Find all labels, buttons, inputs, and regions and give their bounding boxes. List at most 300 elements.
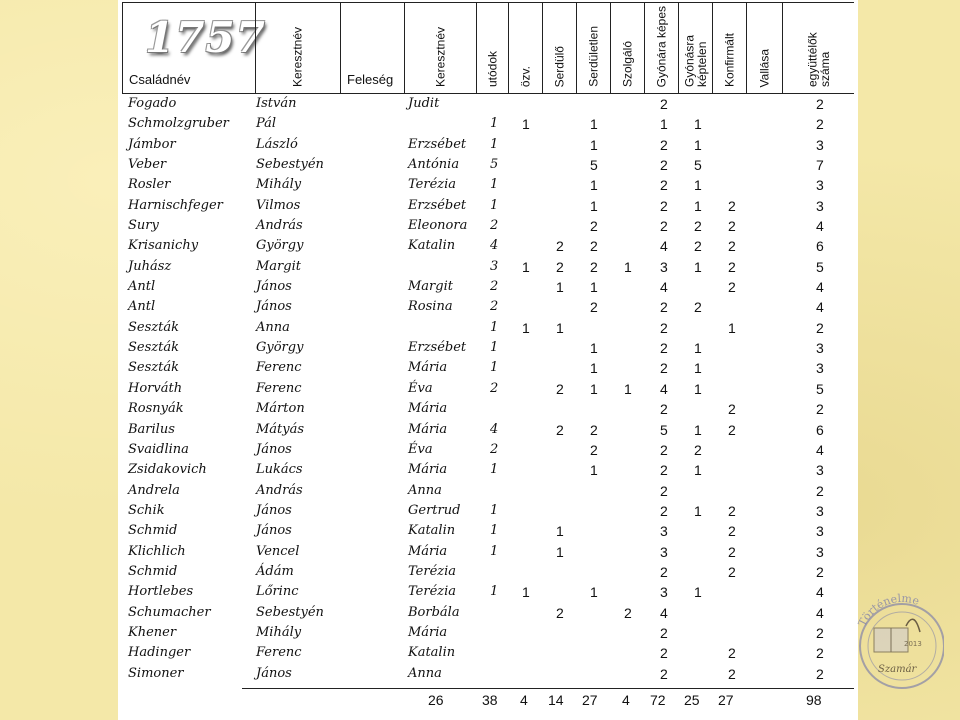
- cell-keresztnev1: Anna: [256, 319, 290, 335]
- cell-feleseg-keresztnev: Borbála: [408, 604, 460, 620]
- cell-egyutt-elok: 2: [816, 645, 824, 662]
- cell-gyonara-kepes: 2: [660, 563, 668, 580]
- cell-serdulo: 1: [556, 523, 564, 540]
- stamp-top-text: Történelme: [855, 591, 921, 629]
- total-serdulo: 14: [548, 692, 564, 708]
- cell-utodok: 1: [490, 462, 499, 478]
- cell-csaladnev: Seszták: [128, 319, 179, 335]
- table-row: [118, 603, 858, 623]
- table-row: [118, 420, 858, 440]
- cell-keresztnev1: Lukács: [256, 462, 303, 478]
- header-csaladnev: Családnév: [129, 72, 191, 87]
- cell-feleseg-keresztnev: Anna: [408, 482, 442, 498]
- cell-egyutt-elok: 2: [816, 563, 824, 580]
- cell-gyonara-kepes: 4: [660, 238, 668, 255]
- header-vallasa-cell: [747, 3, 783, 93]
- total-szolgalo: 4: [622, 692, 630, 708]
- cell-gyonasra-keptelen: 1: [694, 258, 702, 275]
- total-egyutt-elok: 98: [806, 692, 822, 708]
- cell-keresztnev1: László: [256, 136, 298, 152]
- cell-feleseg-keresztnev: Mária: [408, 462, 448, 478]
- cell-keresztnev1: Ádám: [256, 563, 294, 579]
- cell-feleseg-keresztnev: Gertrud: [408, 502, 461, 518]
- cell-feleseg-keresztnev: Terézia: [408, 584, 457, 600]
- cell-egyutt-elok: 3: [816, 523, 824, 540]
- cell-utodok: 2: [490, 299, 499, 315]
- cell-gyonasra-keptelen: 1: [694, 360, 702, 377]
- cell-utodok: 2: [490, 279, 499, 295]
- cell-serdulo: 1: [556, 543, 564, 560]
- table-row: [118, 521, 858, 541]
- total-konfirmalt: 27: [718, 692, 734, 708]
- header-feleseg: Feleség: [347, 72, 394, 87]
- table-row: [118, 542, 858, 562]
- cell-gyonara-kepes: 2: [660, 157, 668, 174]
- total-utodok: 38: [482, 692, 498, 708]
- cell-csaladnev: Svaidlina: [128, 441, 189, 457]
- cell-gyonara-kepes: 2: [660, 340, 668, 357]
- cell-gyonasra-keptelen: 2: [694, 218, 702, 235]
- header-gyonara-kepes-cell: [645, 3, 679, 93]
- cell-egyutt-elok: 4: [816, 299, 824, 316]
- cell-csaladnev: Hadinger: [128, 645, 191, 661]
- cell-feleseg-keresztnev: Mária: [408, 360, 448, 376]
- cell-keresztnev1: Pál: [256, 116, 277, 132]
- cell-konfirmalt: 2: [728, 279, 736, 296]
- cell-egyutt-elok: 2: [816, 319, 824, 336]
- cell-serduletlen: 1: [590, 584, 598, 601]
- cell-feleseg-keresztnev: Katalin: [408, 523, 456, 539]
- cell-csaladnev: Antl: [128, 299, 156, 315]
- cell-utodok: 1: [490, 340, 499, 356]
- cell-gyonasra-keptelen: 1: [694, 116, 702, 133]
- cell-szolgalo: 1: [624, 380, 632, 397]
- header-serdulo-cell: [543, 3, 577, 93]
- cell-gyonasra-keptelen: 2: [694, 441, 702, 458]
- cell-egyutt-elok: 2: [816, 401, 824, 418]
- stamp-year: 2013: [904, 640, 922, 648]
- cell-egyutt-elok: 4: [816, 584, 824, 601]
- cell-keresztnev1: György: [256, 340, 304, 356]
- header-gyonasra-keptelen: Gyónásra képtelen: [681, 34, 709, 87]
- cell-csaladnev: Schmid: [128, 563, 178, 579]
- cell-egyutt-elok: 3: [816, 543, 824, 560]
- cell-konfirmalt: 2: [728, 563, 736, 580]
- cell-utodok: 1: [490, 197, 499, 213]
- cell-csaladnev: Klichlich: [128, 543, 186, 559]
- cell-serduletlen: 2: [590, 238, 598, 255]
- cell-konfirmalt: 2: [728, 238, 736, 255]
- cell-keresztnev1: János: [256, 665, 292, 681]
- cell-gyonasra-keptelen: 5: [694, 157, 702, 174]
- cell-gyonara-kepes: 2: [660, 482, 668, 499]
- cell-feleseg-keresztnev: Antónia: [408, 157, 460, 173]
- total-keresztnev2: 26: [428, 692, 444, 708]
- cell-gyonara-kepes: 4: [660, 279, 668, 296]
- cell-serduletlen: 2: [590, 299, 598, 316]
- cell-gyonara-kepes: 2: [660, 96, 668, 112]
- cell-utodok: 1: [490, 319, 499, 335]
- cell-egyutt-elok: 3: [816, 177, 824, 194]
- table-row: [118, 94, 858, 114]
- cell-egyutt-elok: 4: [816, 218, 824, 235]
- cell-gyonara-kepes: 2: [660, 177, 668, 194]
- cell-gyonasra-keptelen: 2: [694, 299, 702, 316]
- table-row: [118, 399, 858, 419]
- cell-serduletlen: 1: [590, 136, 598, 153]
- cell-egyutt-elok: 6: [816, 238, 824, 255]
- totals-row: [242, 688, 854, 713]
- cell-keresztnev1: Mihály: [256, 177, 302, 193]
- table-row: [118, 623, 858, 643]
- cell-feleseg-keresztnev: Mária: [408, 624, 448, 640]
- table-row: [118, 318, 858, 338]
- cell-keresztnev1: Vilmos: [256, 197, 301, 213]
- cell-keresztnev1: István: [256, 96, 297, 111]
- cell-utodok: 2: [490, 441, 499, 457]
- cell-utodok: 1: [490, 543, 499, 559]
- cell-keresztnev1: Vencel: [256, 543, 300, 559]
- cell-gyonara-kepes: 1: [660, 116, 668, 133]
- cell-serduletlen: 1: [590, 197, 598, 214]
- table-row: [118, 379, 858, 399]
- cell-egyutt-elok: 6: [816, 421, 824, 438]
- cell-serduletlen: 2: [590, 441, 598, 458]
- cell-gyonara-kepes: 3: [660, 258, 668, 275]
- cell-gyonasra-keptelen: 1: [694, 462, 702, 479]
- cell-egyutt-elok: 3: [816, 136, 824, 153]
- cell-egyutt-elok: 4: [816, 279, 824, 296]
- cell-keresztnev1: János: [256, 502, 292, 518]
- cell-konfirmalt: 2: [728, 665, 736, 682]
- cell-utodok: 1: [490, 116, 499, 132]
- cell-gyonara-kepes: 4: [660, 380, 668, 397]
- cell-konfirmalt: 2: [728, 197, 736, 214]
- cell-utodok: 3: [490, 258, 499, 274]
- header-keresztnev1-cell: [255, 3, 341, 93]
- cell-csaladnev: Fogado: [128, 96, 177, 111]
- cell-utodok: 1: [490, 584, 499, 600]
- cell-gyonara-kepes: 3: [660, 523, 668, 540]
- cell-egyutt-elok: 2: [816, 96, 824, 112]
- cell-serduletlen: 5: [590, 157, 598, 174]
- cell-csaladnev: Andrela: [128, 482, 180, 498]
- cell-gyonara-kepes: 2: [660, 665, 668, 682]
- cell-gyonara-kepes: 2: [660, 136, 668, 153]
- cell-egyutt-elok: 4: [816, 604, 824, 621]
- cell-gyonara-kepes: 2: [660, 299, 668, 316]
- cell-egyutt-elok: 2: [816, 665, 824, 682]
- header-utodok: utódok: [485, 50, 500, 87]
- cell-egyutt-elok: 2: [816, 624, 824, 641]
- table-row: [118, 643, 858, 663]
- header-keresztnev2-cell: [405, 3, 477, 93]
- cell-serduletlen: 1: [590, 380, 598, 397]
- table-row: [118, 155, 858, 175]
- table-row: [118, 277, 858, 297]
- society-stamp: [848, 580, 944, 704]
- cell-csaladnev: Sury: [128, 218, 159, 234]
- header-egyutt-elok-cell: [783, 3, 855, 93]
- header-feleseg-cell: [341, 3, 405, 93]
- table-row: [118, 501, 858, 521]
- cell-serdulo: 2: [556, 380, 564, 397]
- year-title: 1757: [145, 13, 266, 62]
- cell-serduletlen: 2: [590, 258, 598, 275]
- cell-gyonara-kepes: 4: [660, 604, 668, 621]
- cell-konfirmalt: 2: [728, 421, 736, 438]
- cell-feleseg-keresztnev: Terézia: [408, 177, 457, 193]
- header-gyonasra-keptelen-cell: [679, 3, 713, 93]
- cell-gyonara-kepes: 2: [660, 197, 668, 214]
- cell-utodok: 1: [490, 136, 499, 152]
- header-szolgalo-cell: [611, 3, 645, 93]
- cell-konfirmalt: 2: [728, 218, 736, 235]
- cell-gyonasra-keptelen: 1: [694, 177, 702, 194]
- cell-csaladnev: Schumacher: [128, 604, 211, 620]
- cell-feleseg-keresztnev: Mária: [408, 401, 448, 417]
- cell-keresztnev1: János: [256, 523, 292, 539]
- cell-csaladnev: Veber: [128, 157, 167, 173]
- cell-serduletlen: 1: [590, 360, 598, 377]
- cell-serduletlen: 2: [590, 421, 598, 438]
- header-keresztnev1: Keresztnév: [290, 26, 305, 87]
- cell-feleseg-keresztnev: Mária: [408, 421, 448, 437]
- cell-utodok: 1: [490, 360, 499, 376]
- cell-konfirmalt: 2: [728, 502, 736, 519]
- cell-egyutt-elok: 3: [816, 340, 824, 357]
- cell-feleseg-keresztnev: Terézia: [408, 563, 457, 579]
- cell-feleseg-keresztnev: Anna: [408, 665, 442, 681]
- cell-keresztnev1: Márton: [256, 401, 305, 417]
- cell-keresztnev1: János: [256, 279, 292, 295]
- cell-serdulo: 1: [556, 279, 564, 296]
- cell-utodok: 5: [490, 157, 499, 173]
- cell-csaladnev: Barilus: [128, 421, 175, 437]
- table-body: [118, 94, 858, 684]
- cell-egyutt-elok: 3: [816, 462, 824, 479]
- header-serduletlen-cell: [577, 3, 611, 93]
- cell-feleseg-keresztnev: Katalin: [408, 238, 456, 254]
- cell-feleseg-keresztnev: Judit: [408, 96, 440, 111]
- cell-feleseg-keresztnev: Mária: [408, 543, 448, 559]
- cell-csaladnev: Krisanichy: [128, 238, 199, 254]
- cell-egyutt-elok: 5: [816, 258, 824, 275]
- cell-feleseg-keresztnev: Katalin: [408, 645, 456, 661]
- total-ozv: 4: [520, 692, 528, 708]
- cell-keresztnev1: János: [256, 299, 292, 315]
- table-row: [118, 114, 858, 134]
- table-row: [118, 481, 858, 501]
- header-serdulo: Serdülő: [552, 45, 567, 87]
- cell-egyutt-elok: 5: [816, 380, 824, 397]
- cell-csaladnev: Rosler: [128, 177, 171, 193]
- table-row: [118, 236, 858, 256]
- cell-serdulo: 2: [556, 238, 564, 255]
- table-header: [122, 2, 854, 94]
- cell-gyonasra-keptelen: 1: [694, 340, 702, 357]
- cell-konfirmalt: 2: [728, 258, 736, 275]
- cell-keresztnev1: Margit: [256, 258, 301, 274]
- cell-keresztnev1: András: [256, 218, 303, 234]
- cell-utodok: 1: [490, 523, 499, 539]
- total-gyonara-kepes: 72: [650, 692, 666, 708]
- cell-serduletlen: 1: [590, 116, 598, 133]
- cell-gyonasra-keptelen: 1: [694, 197, 702, 214]
- cell-serduletlen: 1: [590, 340, 598, 357]
- cell-csaladnev: Khener: [128, 624, 177, 640]
- cell-keresztnev1: Ferenc: [256, 645, 302, 661]
- cell-ozv: 1: [522, 319, 530, 336]
- cell-keresztnev1: Sebestyén: [256, 157, 324, 173]
- total-serduletlen: 27: [582, 692, 598, 708]
- cell-egyutt-elok: 4: [816, 441, 824, 458]
- cell-csaladnev: Antl: [128, 279, 156, 295]
- cell-egyutt-elok: 2: [816, 116, 824, 133]
- cell-gyonasra-keptelen: 2: [694, 238, 702, 255]
- table-row: [118, 440, 858, 460]
- cell-feleseg-keresztnev: Eleonora: [408, 218, 468, 234]
- cell-gyonara-kepes: 2: [660, 645, 668, 662]
- cell-gyonasra-keptelen: 1: [694, 584, 702, 601]
- header-ozv-cell: [509, 3, 543, 93]
- cell-utodok: 4: [490, 421, 499, 437]
- cell-egyutt-elok: 3: [816, 360, 824, 377]
- cell-csaladnev: Schik: [128, 502, 165, 518]
- table-row: [118, 582, 858, 602]
- cell-egyutt-elok: 7: [816, 157, 824, 174]
- cell-gyonasra-keptelen: 1: [694, 380, 702, 397]
- header-konfirmalt-cell: [713, 3, 747, 93]
- cell-keresztnev1: Ferenc: [256, 360, 302, 376]
- cell-feleseg-keresztnev: Margit: [408, 279, 453, 295]
- cell-keresztnev1: Ferenc: [256, 380, 302, 396]
- cell-serduletlen: 1: [590, 279, 598, 296]
- cell-egyutt-elok: 2: [816, 482, 824, 499]
- cell-gyonara-kepes: 3: [660, 543, 668, 560]
- cell-konfirmalt: 2: [728, 543, 736, 560]
- cell-gyonara-kepes: 2: [660, 319, 668, 336]
- cell-csaladnev: Juhász: [128, 258, 172, 274]
- cell-serdulo: 2: [556, 258, 564, 275]
- cell-keresztnev1: Sebestyén: [256, 604, 324, 620]
- header-egyutt-elok: együttélők száma: [805, 32, 832, 87]
- table-row: [118, 135, 858, 155]
- cell-csaladnev: Seszták: [128, 360, 179, 376]
- cell-csaladnev: Horváth: [128, 380, 183, 396]
- cell-csaladnev: Hortlebes: [128, 584, 194, 600]
- cell-serduletlen: 1: [590, 177, 598, 194]
- stamp-bottom-text: Szamár: [878, 664, 917, 675]
- cell-feleseg-keresztnev: Éva: [408, 380, 433, 396]
- cell-csaladnev: Seszták: [128, 340, 179, 356]
- cell-gyonara-kepes: 2: [660, 624, 668, 641]
- total-gyonasra-keptelen: 25: [684, 692, 700, 708]
- cell-konfirmalt: 2: [728, 523, 736, 540]
- cell-gyonara-kepes: 5: [660, 421, 668, 438]
- cell-konfirmalt: 1: [728, 319, 736, 336]
- header-vallasa: Vallása: [757, 48, 772, 87]
- cell-csaladnev: Zsidakovich: [128, 462, 207, 478]
- cell-szolgalo: 2: [624, 604, 632, 621]
- cell-serduletlen: 2: [590, 218, 598, 235]
- table-row: [118, 460, 858, 480]
- table-row: [118, 257, 858, 277]
- header-ozv: özv.: [518, 65, 533, 87]
- cell-utodok: 2: [490, 218, 499, 234]
- cell-ozv: 1: [522, 116, 530, 133]
- cell-csaladnev: Jámbor: [128, 136, 176, 152]
- cell-gyonara-kepes: 2: [660, 502, 668, 519]
- header-gyonara-kepes: Gyónára képes: [654, 5, 669, 87]
- stamp-graphic: [848, 580, 944, 704]
- cell-csaladnev: Rosnyák: [128, 401, 184, 417]
- cell-gyonara-kepes: 2: [660, 401, 668, 418]
- table-row: [118, 338, 858, 358]
- cell-serdulo: 2: [556, 604, 564, 621]
- census-sheet: [118, 0, 858, 720]
- header-utodok-cell: [477, 3, 509, 93]
- table-row: [118, 196, 858, 216]
- cell-csaladnev: Schmolzgruber: [128, 116, 229, 132]
- cell-feleseg-keresztnev: Erzsébet: [408, 197, 467, 213]
- cell-gyonara-kepes: 3: [660, 584, 668, 601]
- cell-gyonara-kepes: 2: [660, 441, 668, 458]
- cell-konfirmalt: 2: [728, 645, 736, 662]
- cell-utodok: 1: [490, 502, 499, 518]
- cell-keresztnev1: János: [256, 441, 292, 457]
- header-keresztnev2: Keresztnév: [433, 26, 448, 87]
- cell-keresztnev1: András: [256, 482, 303, 498]
- table-row: [118, 562, 858, 582]
- cell-utodok: 1: [490, 177, 499, 193]
- cell-gyonasra-keptelen: 1: [694, 421, 702, 438]
- table-row: [118, 297, 858, 317]
- cell-gyonasra-keptelen: 1: [694, 136, 702, 153]
- table-row: [118, 175, 858, 195]
- cell-ozv: 1: [522, 258, 530, 275]
- cell-csaladnev: Schmid: [128, 523, 178, 539]
- cell-egyutt-elok: 3: [816, 502, 824, 519]
- cell-feleseg-keresztnev: Éva: [408, 441, 433, 457]
- cell-keresztnev1: Lőrinc: [256, 584, 299, 600]
- cell-serdulo: 2: [556, 421, 564, 438]
- cell-serdulo: 1: [556, 319, 564, 336]
- header-serduletlen: Serdületlen: [586, 26, 601, 87]
- cell-feleseg-keresztnev: Erzsébet: [408, 340, 467, 356]
- header-csaladnev-cell: [123, 3, 266, 93]
- cell-gyonara-kepes: 2: [660, 360, 668, 377]
- cell-csaladnev: Harnischfeger: [128, 197, 223, 213]
- cell-gyonara-kepes: 2: [660, 218, 668, 235]
- cell-keresztnev1: Mihály: [256, 624, 302, 640]
- cell-utodok: 2: [490, 380, 499, 396]
- cell-serduletlen: 1: [590, 462, 598, 479]
- cell-feleseg-keresztnev: Rosina: [408, 299, 453, 315]
- cell-utodok: 4: [490, 238, 499, 254]
- header-konfirmalt: Konfirmált: [722, 32, 737, 87]
- cell-keresztnev1: György: [256, 238, 304, 254]
- cell-feleseg-keresztnev: Erzsébet: [408, 136, 467, 152]
- cell-csaladnev: Simoner: [128, 665, 184, 681]
- table-row: [118, 358, 858, 378]
- table-row: [118, 664, 858, 684]
- header-szolgalo: Szolgáló: [620, 40, 635, 87]
- cell-szolgalo: 1: [624, 258, 632, 275]
- cell-gyonara-kepes: 2: [660, 462, 668, 479]
- cell-konfirmalt: 2: [728, 401, 736, 418]
- cell-gyonasra-keptelen: 1: [694, 502, 702, 519]
